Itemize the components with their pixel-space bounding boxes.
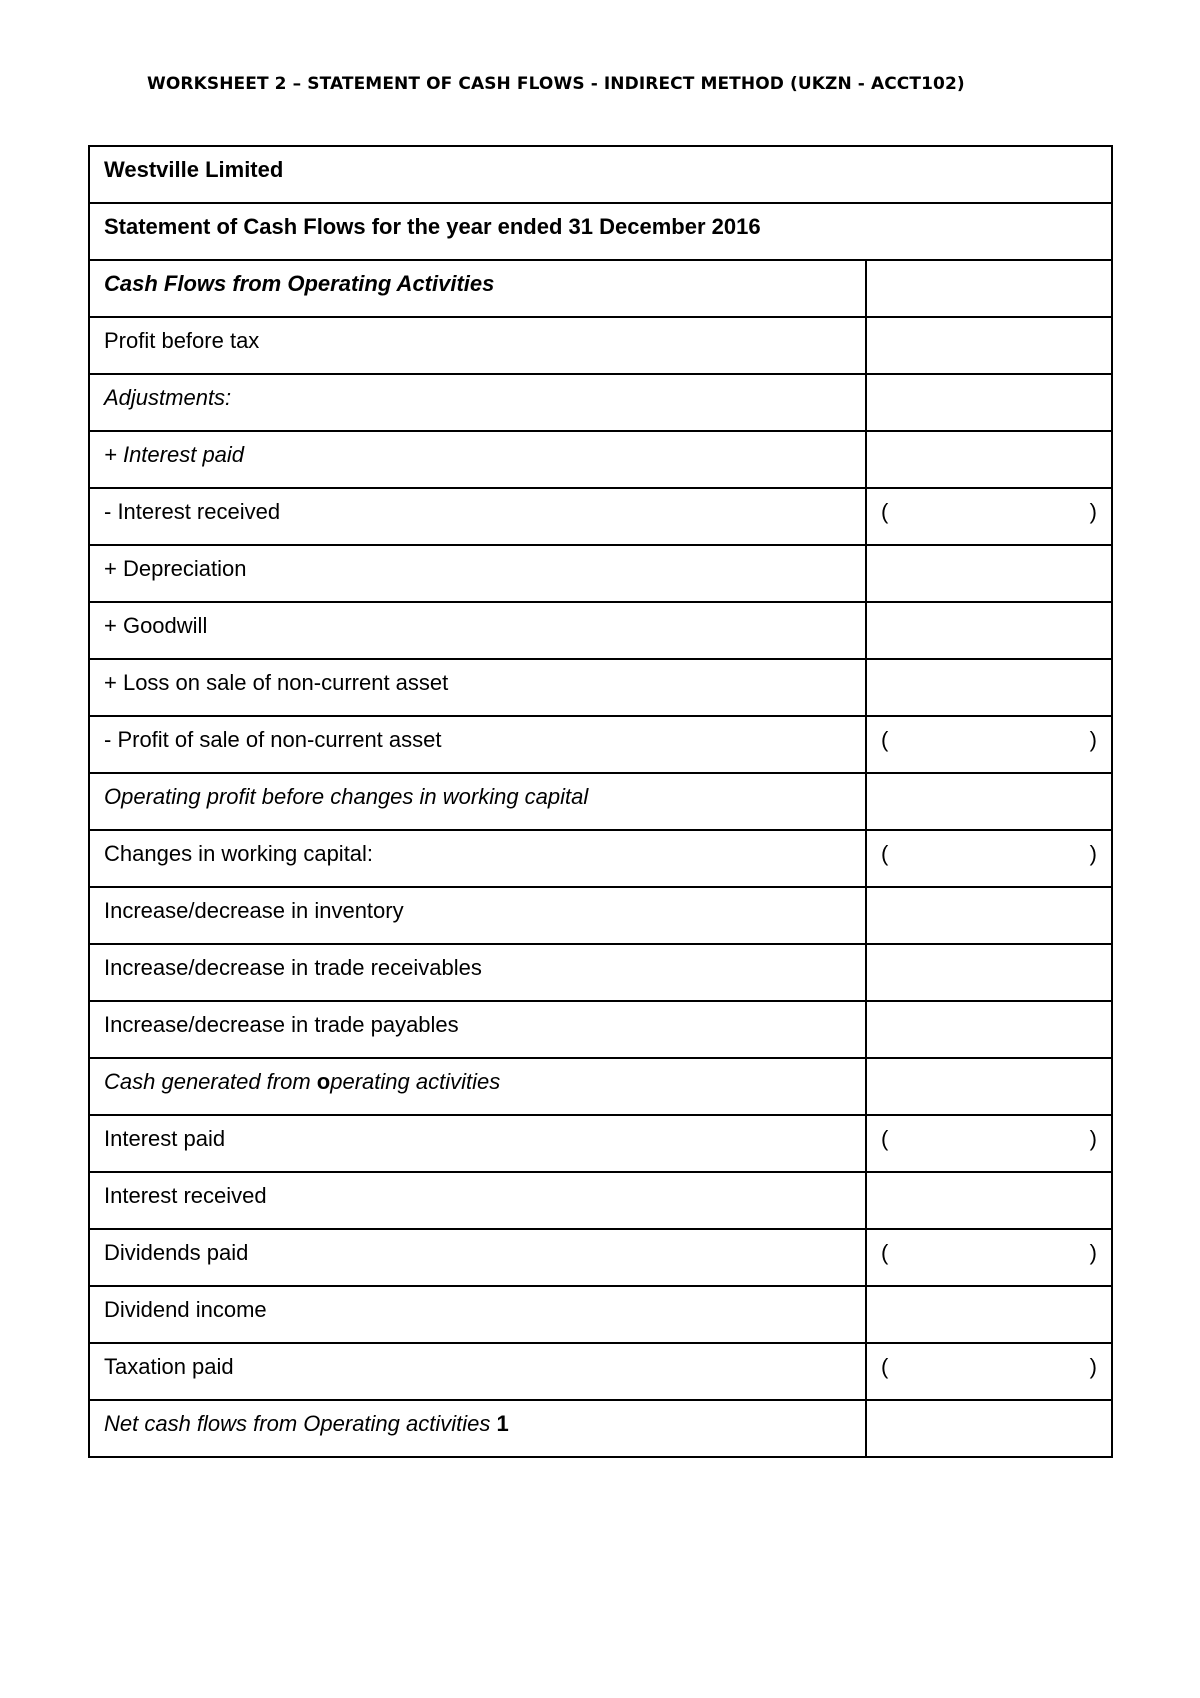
amount-cell — [866, 887, 1112, 944]
row-label: Profit before tax — [89, 317, 866, 374]
table-row — [89, 260, 1112, 317]
row-label: Changes in working capital: — [89, 830, 866, 887]
row-label: + Goodwill — [89, 602, 866, 659]
open-paren: ( — [881, 499, 889, 524]
amount-cell — [866, 1001, 1112, 1058]
amount-cell — [866, 317, 1112, 374]
row-label: Interest received — [89, 1172, 866, 1229]
table-row — [89, 146, 1112, 203]
label-part: perating activities — [330, 1069, 501, 1094]
table-row — [89, 488, 1112, 545]
amount-cell — [866, 260, 1112, 317]
row-label: Increase/decrease in trade receivables — [89, 944, 866, 1001]
table-row — [89, 545, 1112, 602]
footnote-number: 1 — [496, 1411, 509, 1436]
worksheet-header: WORKSHEET 2 – STATEMENT OF CASH FLOWS - INDIRECT METHOD (UKZN - ACCT102) — [147, 74, 965, 94]
close-paren: ) — [1089, 1126, 1097, 1151]
label-part: Cash generated from — [104, 1069, 317, 1094]
open-paren: ( — [881, 1240, 889, 1265]
row-label — [89, 1058, 866, 1115]
amount-cell — [866, 659, 1112, 716]
close-paren: ) — [1089, 499, 1097, 524]
table-row — [89, 944, 1112, 1001]
statement-title: Statement of Cash Flows for the year ended 31 December 2016 — [89, 203, 1112, 260]
row-label: Dividends paid — [89, 1229, 866, 1286]
amount-cell — [866, 1058, 1112, 1115]
amount-cell — [866, 1343, 1112, 1400]
table-row — [89, 317, 1112, 374]
amount-cell — [866, 1172, 1112, 1229]
table-row — [89, 1115, 1112, 1172]
amount-cell — [866, 374, 1112, 431]
open-paren: ( — [881, 1126, 889, 1151]
amount-cell — [866, 602, 1112, 659]
amount-cell — [866, 1229, 1112, 1286]
amount-cell — [866, 488, 1112, 545]
amount-cell — [866, 1286, 1112, 1343]
row-label — [89, 1400, 866, 1457]
amount-cell — [866, 1115, 1112, 1172]
table-row — [89, 374, 1112, 431]
row-label: - Profit of sale of non-current asset — [89, 716, 866, 773]
row-label: Taxation paid — [89, 1343, 866, 1400]
amount-cell — [866, 944, 1112, 1001]
table-row — [89, 1286, 1112, 1343]
section-heading: Cash Flows from Operating Activities — [89, 260, 866, 317]
row-label: - Interest received — [89, 488, 866, 545]
close-paren: ) — [1089, 727, 1097, 752]
table-row — [89, 716, 1112, 773]
table-row — [89, 431, 1112, 488]
table-row — [89, 1400, 1112, 1457]
row-label: Adjustments: — [89, 374, 866, 431]
label-part: Net cash flows from Operating activities — [104, 1411, 497, 1436]
table-row — [89, 887, 1112, 944]
amount-cell — [866, 716, 1112, 773]
amount-cell — [866, 1400, 1112, 1457]
open-paren: ( — [881, 841, 889, 866]
table-row — [89, 1058, 1112, 1115]
table-row — [89, 1001, 1112, 1058]
amount-cell — [866, 545, 1112, 602]
cash-flow-table — [88, 145, 1113, 1458]
table-row — [89, 1229, 1112, 1286]
row-label: Operating profit before changes in working capital — [89, 773, 866, 830]
row-label: + Depreciation — [89, 545, 866, 602]
row-label: + Interest paid — [89, 431, 866, 488]
table-row — [89, 659, 1112, 716]
table-row — [89, 602, 1112, 659]
amount-cell — [866, 830, 1112, 887]
row-label: Interest paid — [89, 1115, 866, 1172]
table-row — [89, 1172, 1112, 1229]
row-label: Increase/decrease in inventory — [89, 887, 866, 944]
company-name: Westville Limited — [89, 146, 1112, 203]
row-label: Increase/decrease in trade payables — [89, 1001, 866, 1058]
amount-cell — [866, 431, 1112, 488]
table-row — [89, 830, 1112, 887]
amount-cell — [866, 773, 1112, 830]
close-paren: ) — [1089, 841, 1097, 866]
open-paren: ( — [881, 1354, 889, 1379]
table-row — [89, 203, 1112, 260]
table-row — [89, 773, 1112, 830]
row-label: Dividend income — [89, 1286, 866, 1343]
table-row — [89, 1343, 1112, 1400]
open-paren: ( — [881, 727, 889, 752]
close-paren: ) — [1089, 1354, 1097, 1379]
row-label: + Loss on sale of non-current asset — [89, 659, 866, 716]
label-part: o — [316, 1069, 331, 1094]
close-paren: ) — [1089, 1240, 1097, 1265]
